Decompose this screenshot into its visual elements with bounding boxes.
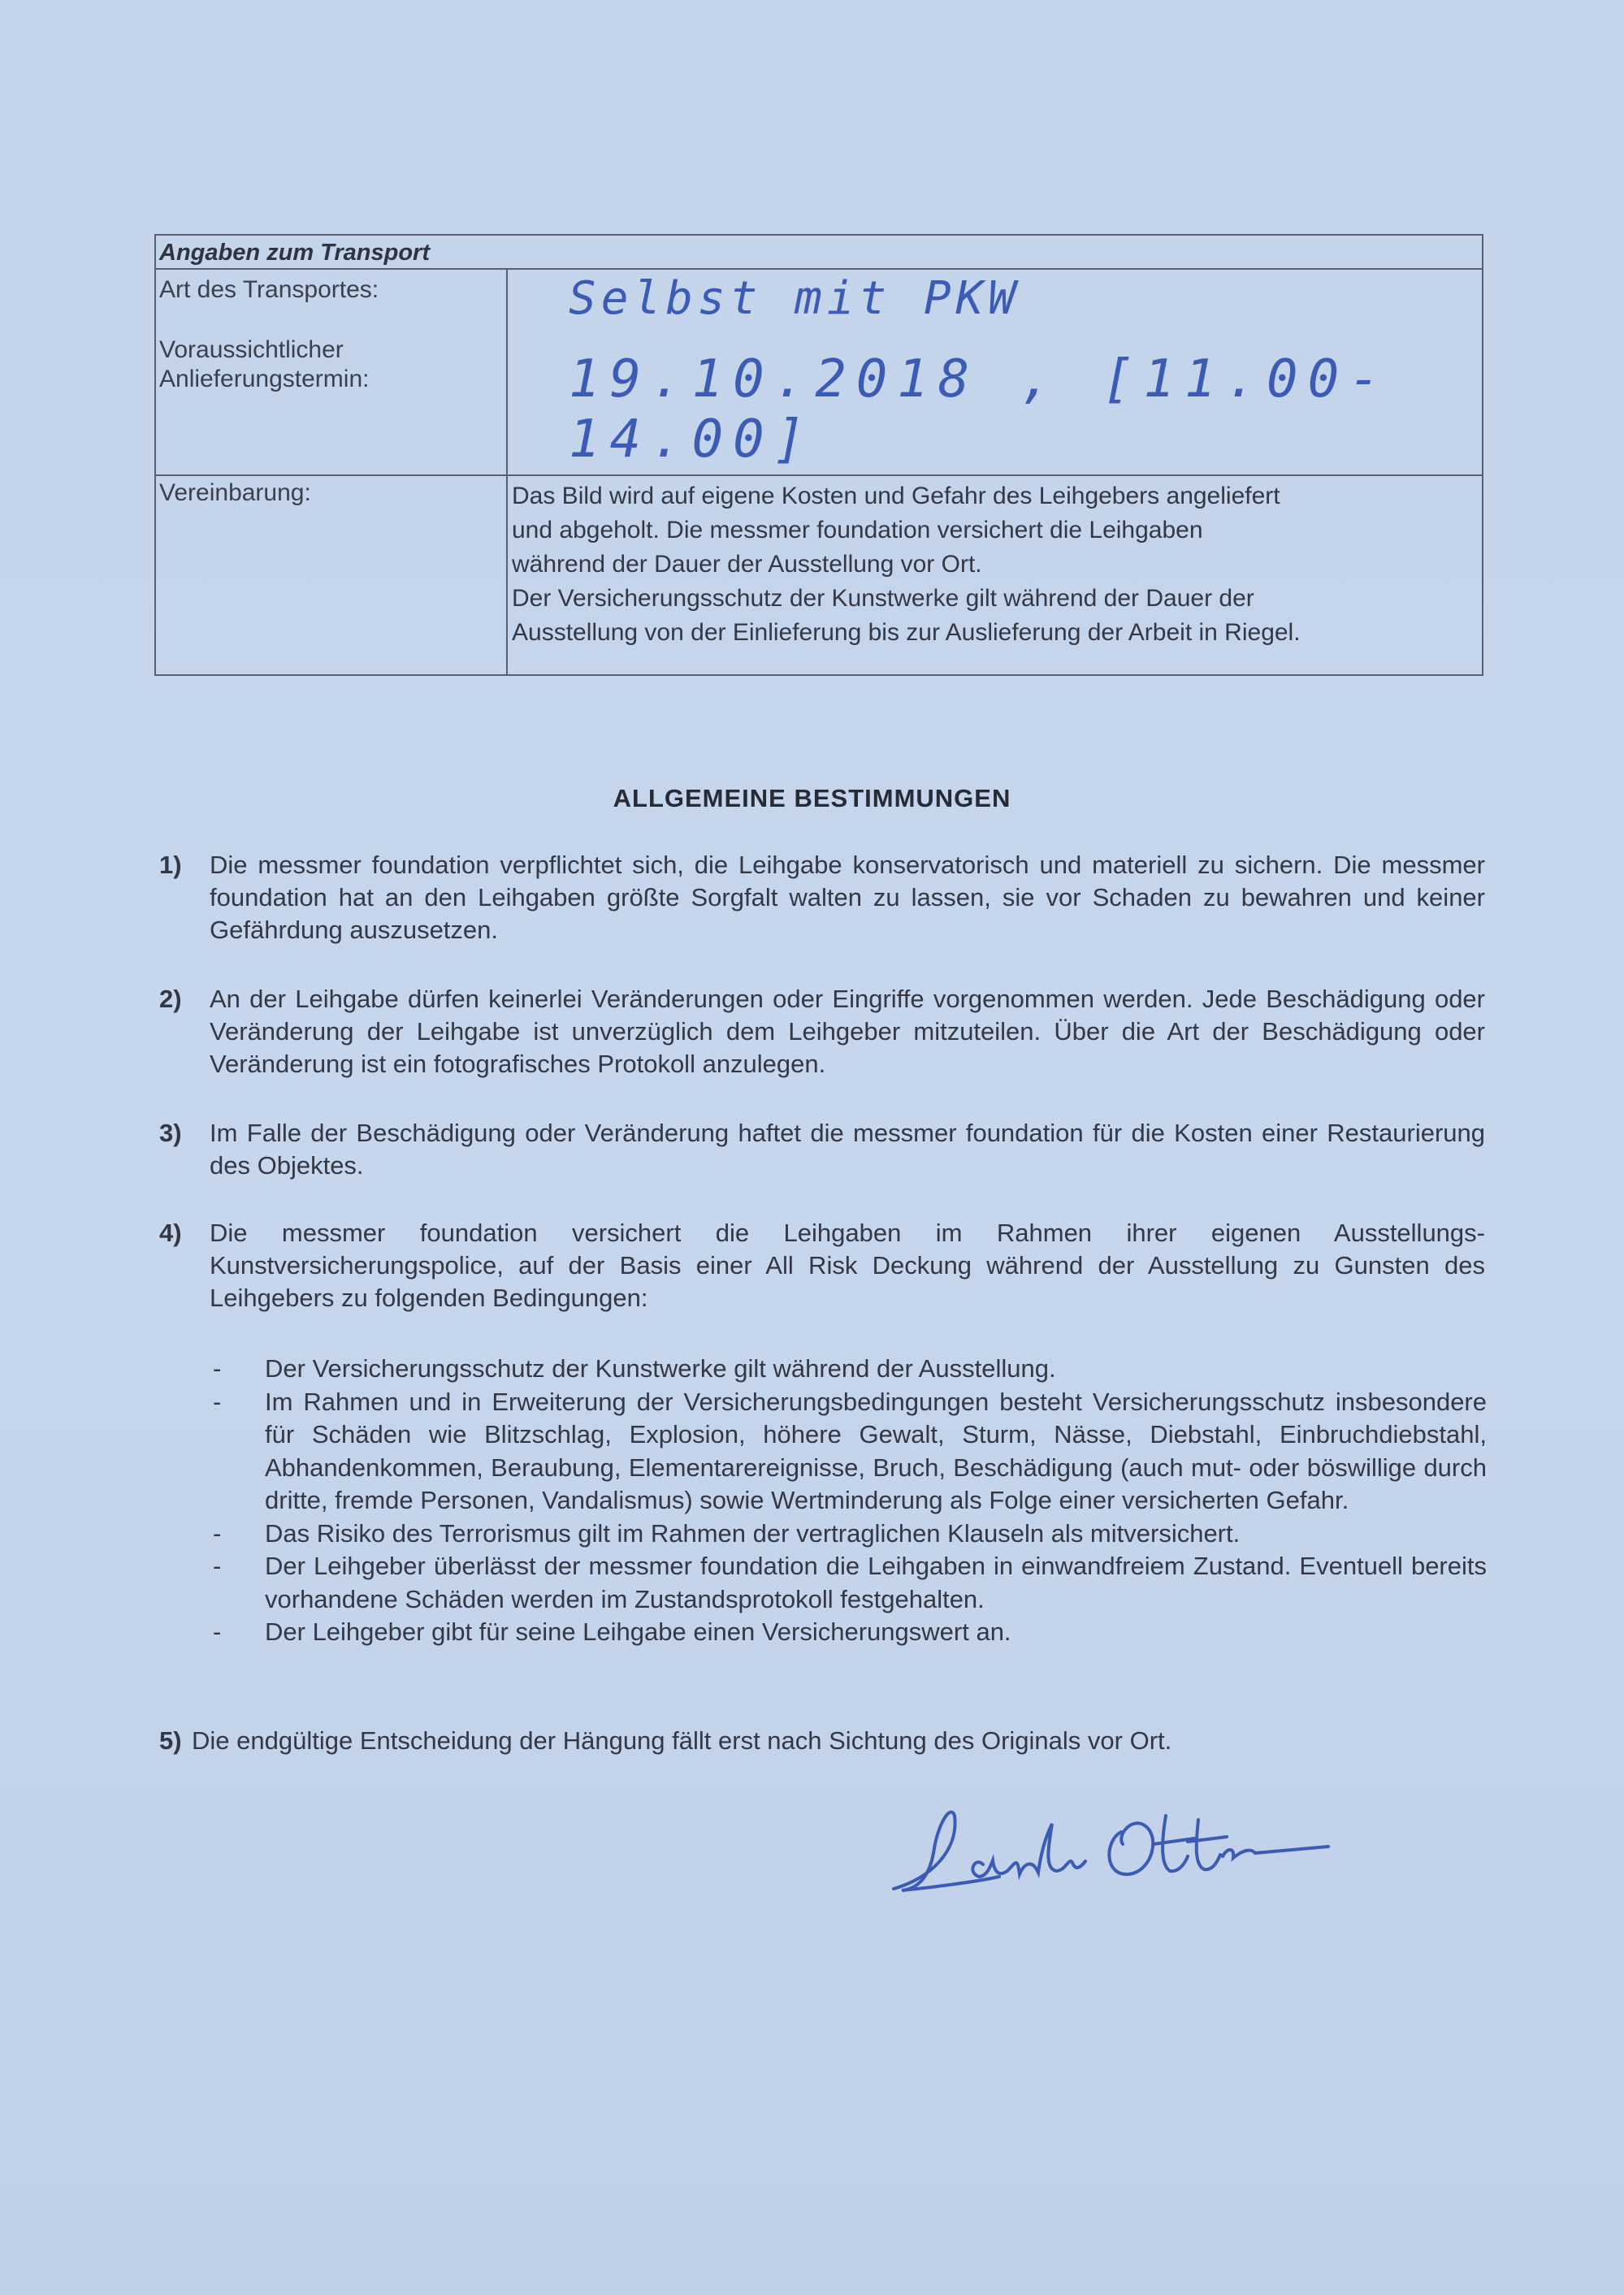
bullet-dash: - [213,1354,222,1383]
list-item [210,1616,1487,1649]
transport-header: Angaben zum Transport [156,236,1482,270]
agreement-label: Vereinbarung: [159,479,311,506]
bullet-dash: - [213,1387,222,1416]
clause-number: 5) [159,1726,182,1755]
list-item-text: Das Risiko des Terrorismus gilt im Rahmen der vertraglichen Klauseln als mitversichert. [265,1518,1241,1548]
clause-number: 2) [159,985,182,1013]
clause-text: An der Leihgabe dürfen keinerlei Veränderungen oder Eingriffe vorgenommen werden. Jede Beschädigung oder Veränderung der Leihgabe ist unverzüglich dem Leihgeber mitzuteilen. Über die Art der Beschädigung oder Veränderung ist ein fotografisches Protokoll anzulegen. [210,985,1485,1078]
agreement-line: und abgeholt. Die messmer foundation versichert die Leihgaben [512,517,1203,543]
agreement-line: Ausstellung von der Einlieferung bis zur Auslieferung der Arbeit in Riegel. [512,619,1301,646]
insurance-conditions-list [210,1353,1487,1649]
clause-number: 3) [159,1119,182,1147]
clause-2 [159,983,1485,1080]
clause-3 [159,1117,1485,1182]
clause-text: Die messmer foundation versichert die Leihgaben im Rahmen ihrer eigenen Ausstellungs-Kunstversicherungspolice, auf der Basis einer All Risk Deckung während der Ausstellung zu Gunsten des Leihgebers zu folgenden Bedingungen: [210,1219,1485,1312]
clause-5 [159,1725,1485,1757]
list-item-text: Der Leihgeber gibt für seine Leihgabe einen Versicherungswert an. [265,1617,1011,1646]
agreement-line: Das Bild wird auf eigene Kosten und Gefahr des Leihgebers angeliefert [512,483,1280,509]
table-row-divider [156,474,1482,476]
list-item [210,1550,1487,1616]
transport-type-label: Art des Transportes: [159,276,379,303]
delivery-date-label-line2: Anlieferungstermin: [159,366,370,392]
transport-table [154,234,1483,676]
delivery-date-label-line1: Voraussichtlicher [159,336,344,363]
bullet-dash: - [213,1518,222,1548]
clause-text: Die endgültige Entscheidung der Hängung fällt erst nach Sichtung des Originals vor Ort. [192,1726,1172,1755]
agreement-text [512,479,1479,650]
list-item-text: Im Rahmen und in Erweiterung der Versicherungsbedingungen besteht Versicherungsschutz insbesondere für Schäden wie Blitzschlag, Explosion, höhere Gewalt, Sturm, Nässe, Diebstahl, Einbruchdiebstahl, Abhandenkommen, Beraubung, Elementarereignisse, Bruch, Beschädigung (auch mut- oder böswillige durch dritte, fremde Personen, Vandalismus) sowie Wertminderung als Folge einer versicherten Gefahr. [265,1387,1487,1514]
list-item-text: Der Leihgeber überlässt der messmer foundation die Leihgaben in einwandfreiem Zustand. Eventuell bereits vorhandene Schäden werden im Zustandsprotokoll festgehalten. [265,1552,1487,1613]
list-item [210,1353,1487,1386]
list-item [210,1518,1487,1551]
list-item-text: Der Versicherungsschutz der Kunstwerke gilt während der Ausstellung. [265,1354,1056,1383]
bullet-dash: - [213,1617,222,1646]
transport-type-handwritten: Selbst mit PKW [569,272,1021,325]
delivery-date-handwritten: 19.10.2018 , [11.00-14.00] [569,349,1390,470]
clause-1 [159,849,1485,946]
clause-text: Die messmer foundation verpflichtet sich, die Leihgabe konservatorisch und materiell zu sichern. Die messmer foundation hat an den Leihgaben größte Sorgfalt walten zu lassen, sie vor Schaden zu bewahren und keiner Gefährdung auszusetzen. [210,851,1485,944]
clause-number: 4) [159,1219,182,1247]
table-column-divider [506,270,508,676]
clause-4 [159,1217,1485,1314]
clause-number: 1) [159,851,182,879]
bullet-dash: - [213,1552,222,1580]
handwritten-signature [886,1799,1332,1905]
section-title: ALLGEMEINE BESTIMMUNGEN [613,784,1011,812]
agreement-line: Der Versicherungsschutz der Kunstwerke gilt während der Dauer der [512,585,1254,612]
agreement-line: während der Dauer der Ausstellung vor Ort. [512,551,982,578]
clause-text: Im Falle der Beschädigung oder Veränderung haftet die messmer foundation für die Kosten einer Restaurierung des Objektes. [210,1119,1485,1180]
list-item [210,1386,1487,1518]
